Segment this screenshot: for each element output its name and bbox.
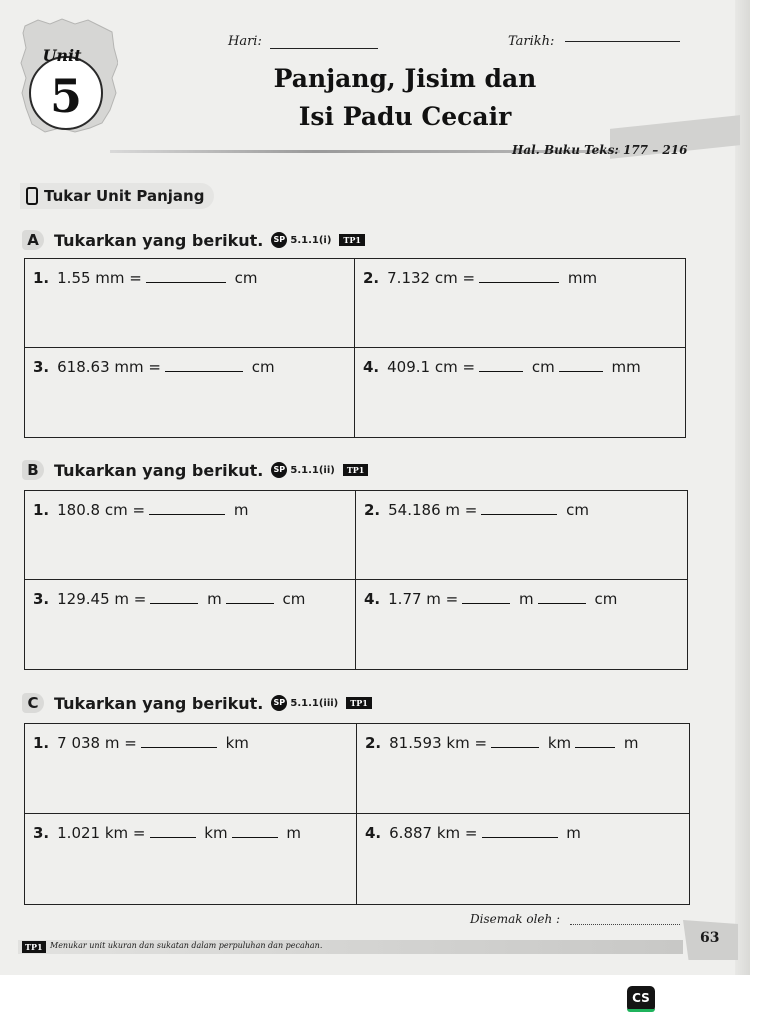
page-edge: [735, 0, 750, 975]
answer-blank[interactable]: [141, 746, 217, 748]
sp-badge-icon: SP: [271, 695, 287, 711]
section-instruction: Tukarkan yang berikut.: [54, 230, 264, 250]
checked-by-field[interactable]: [570, 924, 680, 925]
question-cell[interactable]: [356, 580, 687, 669]
answer-blank[interactable]: [150, 836, 196, 838]
answer-blank[interactable]: [491, 746, 539, 748]
page-number: 63: [700, 930, 720, 946]
unit-label: cm: [251, 358, 275, 376]
sp-code-text: 5.1.1(i): [290, 234, 332, 246]
question-number: 2.: [364, 501, 381, 519]
section-letter: C: [22, 693, 44, 713]
question-cell[interactable]: [25, 348, 355, 437]
answer-blank[interactable]: [149, 513, 225, 515]
unit-label: m: [286, 824, 301, 842]
answer-blank[interactable]: [150, 602, 198, 604]
answer-blank[interactable]: [481, 513, 557, 515]
unit-label: m: [566, 824, 581, 842]
sp-badge-icon: SP: [271, 462, 287, 478]
question-expression: 7.132 cm =: [387, 269, 476, 287]
question-expression: 129.45 m =: [57, 590, 147, 608]
question-number: 4.: [365, 824, 382, 842]
question-expression: 6.887 km =: [389, 824, 478, 842]
footer-description: Menukar unit ukuran dan sukatan dalam perpuluhan dan pecahan.: [50, 941, 323, 950]
unit-badge: [20, 18, 118, 136]
sp-code: [271, 695, 338, 711]
unit-label: km: [204, 824, 228, 842]
answer-blank[interactable]: [482, 836, 558, 838]
question-number: 4.: [363, 358, 380, 376]
question-number: 4.: [364, 590, 381, 608]
unit-label: m: [207, 590, 222, 608]
unit-label: m: [623, 734, 639, 752]
footer-tp-badge: TP1: [22, 941, 46, 953]
answer-blank[interactable]: [538, 602, 586, 604]
camscanner-logo-icon: CS: [627, 986, 655, 1012]
section-a-heading: [22, 229, 365, 251]
tp-badge: TP1: [343, 464, 369, 476]
answer-blank[interactable]: [462, 602, 510, 604]
question-expression: 81.593 km =: [389, 734, 488, 752]
question-expression: 7 038 m =: [57, 734, 137, 752]
section-c-heading: [22, 692, 372, 714]
question-cell[interactable]: [356, 491, 687, 580]
date-field[interactable]: [565, 41, 680, 42]
unit-label: cm: [531, 358, 555, 376]
question-cell[interactable]: [357, 814, 689, 904]
section-letter: A: [22, 230, 44, 250]
question-expression: 1.021 km =: [57, 824, 146, 842]
answer-blank[interactable]: [165, 370, 243, 372]
sp-badge-icon: SP: [271, 232, 287, 248]
question-number: 1.: [33, 501, 50, 519]
section-c-table: [24, 723, 690, 905]
answer-blank[interactable]: [146, 281, 226, 283]
unit-number: 5: [49, 69, 83, 123]
question-expression: 54.186 m =: [388, 501, 478, 519]
question-cell[interactable]: [355, 348, 685, 437]
section-b-heading: [22, 459, 368, 481]
sp-code-text: 5.1.1(iii): [290, 697, 339, 709]
topic-label: Tukar Unit Panjang: [44, 187, 205, 205]
checked-by-label: Disemak oleh :: [470, 912, 561, 926]
question-expression: 180.8 cm =: [57, 501, 146, 519]
topic-heading: [20, 183, 214, 209]
question-cell[interactable]: [355, 259, 685, 348]
unit-label: cm: [566, 501, 589, 519]
unit-label: cm: [234, 269, 258, 287]
sp-code: [271, 462, 334, 478]
day-label: Hari:: [228, 34, 262, 49]
tp-badge: TP1: [346, 697, 372, 709]
answer-blank[interactable]: [479, 281, 559, 283]
answer-blank[interactable]: [226, 602, 274, 604]
question-expression: 409.1 cm =: [387, 358, 476, 376]
unit-label: km: [225, 734, 249, 752]
page-title-line1: Panjang, Jisim dan: [273, 64, 537, 93]
question-number: 1.: [33, 734, 50, 752]
page-title-line2: Isi Padu Cecair: [298, 102, 512, 131]
question-cell[interactable]: [357, 724, 689, 814]
question-cell[interactable]: [25, 724, 357, 814]
answer-blank[interactable]: [232, 836, 278, 838]
question-expression: 1.55 mm =: [57, 269, 142, 287]
unit-label: cm: [282, 590, 306, 608]
section-b-table: [24, 490, 688, 670]
question-number: 3.: [33, 358, 50, 376]
date-label: Tarikh:: [508, 34, 555, 49]
answer-blank[interactable]: [575, 746, 615, 748]
sp-code: [271, 232, 331, 248]
answer-blank[interactable]: [479, 370, 523, 372]
answer-blank[interactable]: [559, 370, 603, 372]
question-number: 1.: [33, 269, 50, 287]
section-instruction: Tukarkan yang berikut.: [54, 460, 264, 480]
question-cell[interactable]: [25, 580, 356, 669]
topic-bullet-icon: [26, 187, 38, 205]
sp-code-text: 5.1.1(ii): [290, 464, 335, 476]
unit-word: Unit: [42, 46, 82, 65]
unit-label: mm: [611, 358, 641, 376]
section-a-table: [24, 258, 686, 438]
day-field[interactable]: [270, 48, 378, 49]
camscanner-logo-bar: [627, 1009, 655, 1012]
question-cell[interactable]: [25, 491, 356, 580]
unit-label: cm: [594, 590, 618, 608]
question-expression: 1.77 m =: [388, 590, 459, 608]
unit-label: m: [233, 501, 249, 519]
textbook-reference: Hal. Buku Teks: 177 – 216: [512, 143, 688, 157]
unit-label: mm: [567, 269, 598, 287]
question-number: 2.: [363, 269, 380, 287]
section-letter: B: [22, 460, 44, 480]
question-number: 2.: [365, 734, 382, 752]
unit-label: m: [519, 590, 534, 608]
tp-badge: TP1: [339, 234, 365, 246]
unit-label: km: [547, 734, 572, 752]
section-instruction: Tukarkan yang berikut.: [54, 693, 264, 713]
question-number: 3.: [33, 824, 50, 842]
question-expression: 618.63 mm =: [57, 358, 161, 376]
question-cell[interactable]: [25, 259, 355, 348]
question-number: 3.: [33, 590, 50, 608]
question-cell[interactable]: [25, 814, 357, 904]
